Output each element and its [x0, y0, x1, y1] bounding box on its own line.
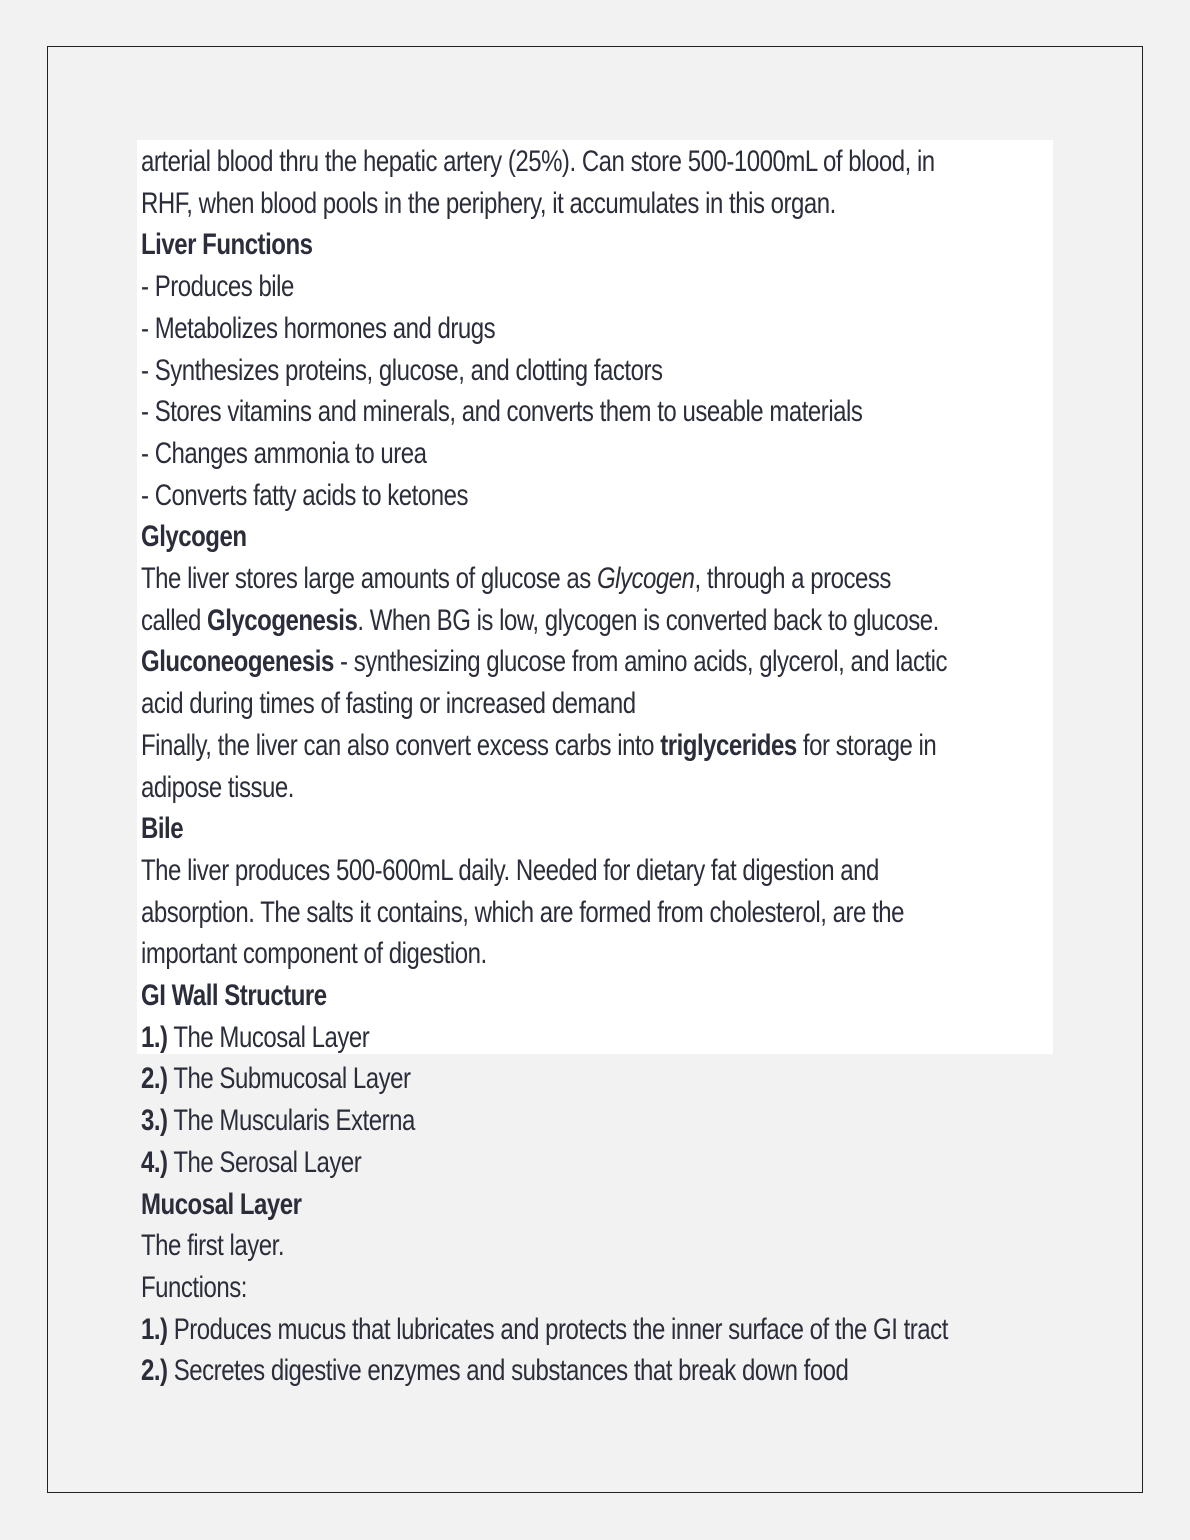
gi-wall-item: 1.) The Mucosal Layer — [141, 1020, 370, 1054]
liver-function-item: - Changes ammonia to urea — [141, 436, 427, 470]
triglycerides-line-1: Finally, the liver can also convert excess carbs into triglycerides for storage in — [141, 728, 937, 762]
mucosal-intro: The first layer. — [141, 1229, 285, 1263]
liver-function-item: - Stores vitamins and minerals, and converts them to useable materials — [141, 395, 863, 429]
mucosal-function-item: 2.) Secretes digestive enzymes and substances that break down food — [141, 1354, 849, 1388]
liver-function-item: - Produces bile — [141, 270, 294, 304]
gi-wall-item: 4.) The Serosal Layer — [141, 1145, 362, 1179]
triglycerides-line-2: adipose tissue. — [141, 770, 294, 804]
intro-line-2: RHF, when blood pools in the periphery, it accumulates in this organ. — [141, 186, 836, 220]
glycogen-heading: Glycogen — [141, 520, 247, 554]
glycogen-paragraph-line-1: The liver stores large amounts of glucose as Glycogen, through a process — [141, 562, 891, 596]
document-content — [137, 140, 1053, 1388]
gi-wall-item: 3.) The Muscularis Externa — [141, 1104, 415, 1138]
bile-heading: Bile — [141, 812, 184, 846]
gluconeogenesis-term: Gluconeogenesis — [141, 645, 334, 679]
mucosal-function-item: 1.) Produces mucus that lubricates and protects the inner surface of the GI tract — [141, 1312, 948, 1346]
liver-function-item: - Metabolizes hormones and drugs — [141, 311, 496, 345]
intro-line-1: arterial blood thru the hepatic artery (25%). Can store 500-1000mL of blood, in — [141, 145, 935, 178]
functions-label: Functions: — [141, 1270, 247, 1304]
liver-functions-heading: Liver Functions — [141, 228, 313, 262]
glycogenesis-term: Glycogenesis — [207, 603, 358, 637]
liver-function-item: - Synthesizes proteins, glucose, and clotting factors — [141, 353, 663, 387]
gluconeogenesis-line-1: Gluconeogenesis - synthesizing glucose from amino acids, glycerol, and lactic — [141, 645, 948, 679]
gi-wall-heading: GI Wall Structure — [141, 979, 327, 1013]
bile-line: important component of digestion. — [141, 937, 487, 971]
gluconeogenesis-line-2: acid during times of fasting or increased demand — [141, 687, 636, 721]
gi-wall-item: 2.) The Submucosal Layer — [141, 1062, 411, 1096]
bile-line: absorption. The salts it contains, which are formed from cholesterol, are the — [141, 895, 904, 929]
glycogen-paragraph-line-2: called Glycogenesis. When BG is low, glycogen is converted back to glucose. — [141, 603, 939, 637]
bile-line: The liver produces 500-600mL daily. Needed for dietary fat digestion and — [141, 853, 879, 887]
mucosal-layer-heading: Mucosal Layer — [141, 1187, 302, 1221]
triglycerides-term: triglycerides — [660, 728, 797, 762]
liver-function-item: - Converts fatty acids to ketones — [141, 478, 468, 512]
glycogen-italic-term: Glycogen — [596, 562, 695, 596]
